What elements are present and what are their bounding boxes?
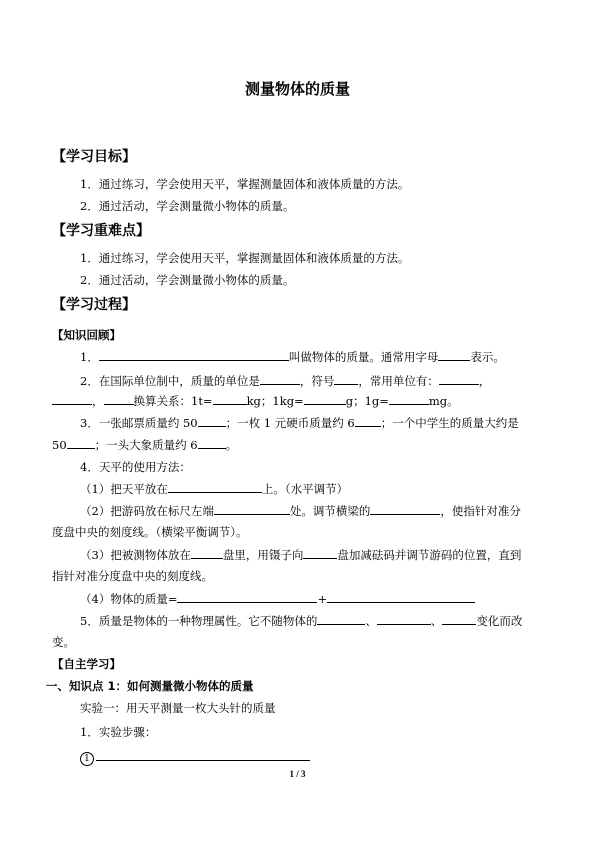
blank[interactable] bbox=[389, 392, 429, 405]
review-q4-3-cont: 指针对准分度盘中央的刻度线。 bbox=[52, 569, 213, 583]
review-q3: 3．一张邮票质量约 50 ；一枚 1 元硬币质量约 6 ；一个中学生的质量大约是 bbox=[80, 416, 519, 430]
blank[interactable] bbox=[213, 392, 247, 405]
review-q4: 4．天平的使用方法： bbox=[80, 460, 191, 474]
review-q4-2: （2）把游码放在标尺左端 处。调节横梁的 ，使指针对准分 bbox=[80, 504, 521, 518]
process-heading: 【学习过程】 bbox=[52, 297, 136, 313]
blank[interactable] bbox=[177, 590, 317, 603]
review-q4-1: （1）把天平放在 上。（水平调节） bbox=[80, 482, 349, 496]
review-q4-3: （3）把被测物体放在 盘里，用镊子向 盘加减砝码并调节游码的位置，直到 bbox=[80, 548, 522, 562]
goal-2: 2．通过活动，学会测量微小物体的质量。 bbox=[80, 199, 295, 213]
step-number-circle: 1 bbox=[80, 752, 94, 766]
blank[interactable] bbox=[355, 414, 381, 427]
review-q4-2-cont: 度盘中央的刻度线。（横梁平衡调节）。 bbox=[52, 525, 248, 539]
review-q5-cont: 变。 bbox=[52, 635, 75, 649]
blank[interactable] bbox=[334, 372, 358, 385]
step-1 bbox=[52, 748, 580, 766]
blank[interactable] bbox=[304, 392, 346, 405]
blank[interactable] bbox=[67, 436, 95, 449]
review-q5: 5．质量是物体的一种物理属性。它不随物体的 、 、 变化而改 bbox=[80, 614, 523, 628]
review-q2: 2．在国际单位制中，质量的单位是 ，符号 ，常用单位有： ， bbox=[80, 374, 491, 388]
goals-heading: 【学习目标】 bbox=[52, 149, 136, 165]
experiment-1: 实验一：用天平测量一枚大头针的质量 bbox=[80, 701, 276, 715]
blank[interactable] bbox=[198, 436, 226, 449]
blank[interactable] bbox=[168, 480, 262, 493]
review-q3-cont: 50 ；一头大象质量约 6 。 bbox=[52, 438, 238, 452]
blank[interactable] bbox=[99, 348, 289, 361]
review-q1: 1． 叫做物体的质量。通常用字母 表示。 bbox=[80, 350, 505, 364]
blank[interactable] bbox=[198, 414, 226, 427]
review-q2-cont: ， 换算关系：1t= kg；1kg= g；1g= mg。 bbox=[52, 392, 552, 409]
blank[interactable] bbox=[327, 590, 475, 603]
blank[interactable] bbox=[214, 502, 290, 515]
blank[interactable] bbox=[303, 546, 337, 559]
goal-1: 1．通过练习，学会使用天平，掌握测量固体和液体质量的方法。 bbox=[80, 177, 410, 191]
blank[interactable] bbox=[191, 546, 223, 559]
page-title: 测量物体的质量 bbox=[244, 80, 350, 98]
key-1: 1．通过练习，学会使用天平，掌握测量固体和液体质量的方法。 bbox=[80, 251, 410, 265]
blank[interactable] bbox=[260, 372, 300, 385]
review-heading: 【知识回顾】 bbox=[52, 328, 121, 342]
blank[interactable] bbox=[442, 612, 476, 625]
blank[interactable] bbox=[104, 392, 134, 405]
blank[interactable] bbox=[439, 372, 479, 385]
blank[interactable] bbox=[377, 612, 431, 625]
key-2: 2．通过活动，学会测量微小物体的质量。 bbox=[80, 273, 295, 287]
blank[interactable] bbox=[96, 748, 310, 761]
knowledge-point-1: 一、知识点 1：如何测量微小物体的质量 bbox=[46, 679, 254, 693]
review-q4-4: （4）物体的质量= + bbox=[52, 590, 580, 607]
blank[interactable] bbox=[438, 348, 470, 361]
page-number: 1 / 3 bbox=[289, 769, 306, 779]
blank[interactable] bbox=[317, 612, 365, 625]
steps-heading: 1．实验步骤： bbox=[80, 725, 157, 739]
self-study-heading: 【自主学习】 bbox=[52, 657, 121, 671]
blank[interactable] bbox=[52, 392, 92, 405]
key-heading: 【学习重难点】 bbox=[52, 223, 150, 239]
blank[interactable] bbox=[370, 502, 440, 515]
